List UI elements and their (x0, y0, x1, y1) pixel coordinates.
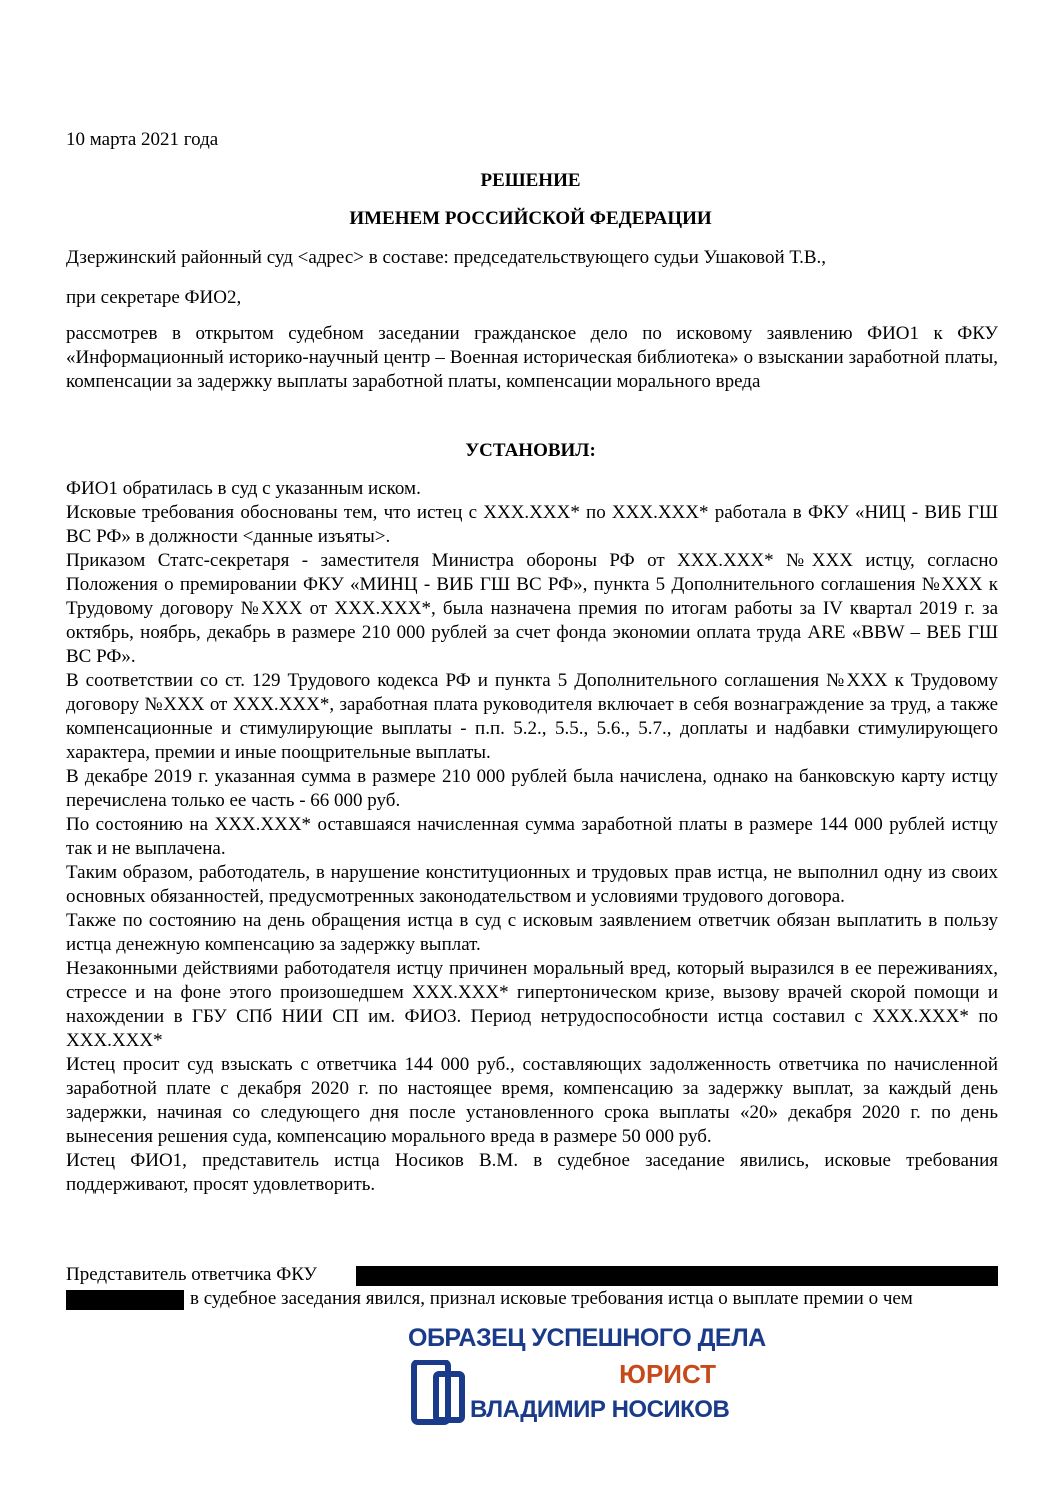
court-secretary: при секретаре ФИО2, (66, 287, 242, 308)
redacted-line-text: в судебное заседания явился, признал исковые требования истца о выплате премии о чем (190, 1288, 913, 1309)
court-composition: Дзержинский районный суд <адрес> в составе: председательствующего судьи Ушаковой Т.В., (66, 247, 827, 268)
watermark-name: ВЛАДИМИР НОСИКОВ (470, 1396, 730, 1423)
paragraph: Таким образом, работодатель, в нарушение конституционных и трудовых прав истца, не выполнил одну из своих основных обязанностей, предусмотренных законодательством и условиями трудового договора. (66, 862, 998, 907)
paragraph: Приказом Статс-секретаря - заместителя Министра обороны РФ от XXX.XXX* №XXX истцу, согласно Положения о премировании ФКУ «МИНЦ - ВИБ ГШ ВС РФ», пункта 5 Дополнительного соглашения №XXX к Трудовому договору №XXX от XXX.XXX*, была назначена премия по итогам работы за IV квартал 2019 г. за октябрь, ноябрь, декабрь в размере 210 000 рублей за счет фонда экономии оплата труда ARE «BBW – ВЕБ ГШ ВС РФ». (66, 550, 998, 667)
document-heading: РЕШЕНИЕ (480, 170, 581, 191)
paragraph: Истец ФИО1, представитель истца Носиков В.М. в судебное заседание явились, исковые требования поддерживают, просят удовлетворить. (66, 1150, 998, 1195)
watermark-role: ЮРИСТ (619, 1359, 716, 1389)
paragraph: По состоянию на XXX.XXX* оставшаяся начисленная сумма заработной платы в размере 144 000 рублей истцу так и не выплачена. (66, 814, 998, 859)
paragraph: Также по состоянию на день обращения истца в суд с исковым заявлением ответчик обязан выплатить в пользу истца денежную компенсацию за задержку выплат. (66, 910, 998, 955)
redaction-bar (66, 1290, 184, 1310)
watermark-logo (404, 1324, 766, 1430)
redacted-line-1 (66, 1263, 998, 1287)
watermark-title: ОБРАЗЕЦ УСПЕШНОГО ДЕЛА (408, 1324, 766, 1352)
paragraph: В соответствии со ст. 129 Трудового кодекса РФ и пункта 5 Дополнительного соглашения №XXX к Трудовому договору №XXX от XXX.XXX*, заработная плата руководителя включает в себя вознаграждение за труд, а также компенсационные и стимулирующие выплаты - п.п. 5.2., 5.5., 5.6., 5.7., доплаты и надбавки стимулирующего характера, премии и иные поощрительные выплаты. (66, 670, 998, 763)
section-heading: УСТАНОВИЛ: (465, 440, 596, 461)
phone-icon (410, 1360, 470, 1426)
paragraph: Исковые требования обоснованы тем, что истец с XXX.XXX* по XXX.XXX* работала в ФКУ «НИЦ - ВИБ ГШ ВС РФ» в должности <данные изъяты>. (66, 502, 998, 547)
redaction-bar (356, 1266, 998, 1286)
redacted-line-2 (66, 1287, 998, 1311)
document-subheading: ИМЕНЕМ РОССИЙСКОЙ ФЕДЕРАЦИИ (349, 208, 712, 229)
document-body (66, 477, 998, 1197)
defendant-representative-label: Представитель ответчика ФКУ (66, 1264, 317, 1285)
paragraph: ФИО1 обратилась в суд с указанным иском. (66, 478, 421, 499)
paragraph: Незаконными действиями работодателя истцу причинен моральный вред, который выразился в ее переживаниях, стрессе и на фоне этого произошедшем XXX.XXX* гипертоническом кризе, вызову врачей скорой помощи и нахождении в ГБУ СПб НИИ СП им. ФИО3. Период нетрудоспособности истца составил с XXX.XXX* по XXX.XXX* (66, 958, 998, 1051)
document-date: 10 марта 2021 года (66, 129, 219, 150)
paragraph: Истец просит суд взыскать с ответчика 144 000 руб., составляющих задолженность ответчика по начисленной заработной плате с декабря 2020 г. по настоящее время, компенсацию за задержку выплат, за каждый день задержки, начиная со следующего дня после установленного срока выплаты «20» декабря 2020 г. по день вынесения решения суда, компенсацию морального вреда в размере 50 000 руб. (66, 1054, 998, 1147)
case-intro-paragraph: рассмотрев в открытом судебном заседании гражданское дело по исковому заявлению ФИО1 к ФКУ «Информационный историко-научный центр – Военная историческая библиотека» о взыскании заработной платы, компенсации за задержку выплаты заработной платы, компенсации морального вреда (66, 323, 998, 392)
paragraph: В декабре 2019 г. указанная сумма в размере 210 000 рублей была начислена, однако на банковскую карту истцу перечислена только ее часть - 66 000 руб. (66, 766, 998, 811)
